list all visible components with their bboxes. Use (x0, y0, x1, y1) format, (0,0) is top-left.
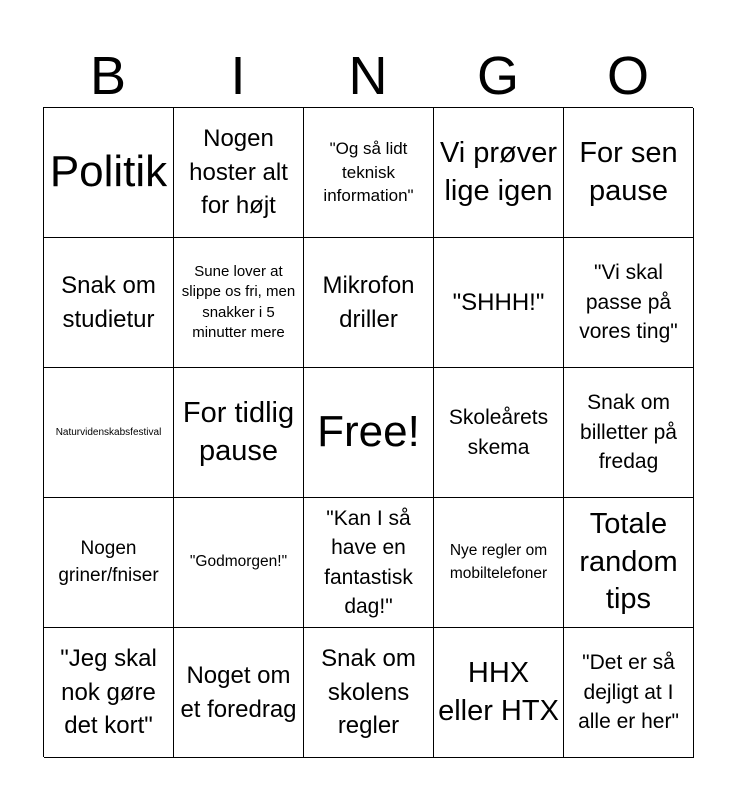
header-letter-i: I (230, 46, 246, 106)
header-letter-n: N (348, 46, 388, 106)
bingo-cell[interactable]: Snak om studietur (44, 238, 174, 368)
bingo-cell[interactable]: "Det er så dejligt at I alle er her" (564, 628, 694, 758)
header-letter-o: O (606, 46, 649, 106)
bingo-cell[interactable]: Nogen hoster alt for højt (174, 108, 304, 238)
free-space[interactable]: Free! (304, 368, 434, 498)
bingo-cell[interactable]: Snak om skolens regler (304, 628, 434, 758)
bingo-cell[interactable]: "Kan I så have en fantastisk dag!" (304, 498, 434, 628)
bingo-cell[interactable]: Mikrofon driller (304, 238, 434, 368)
bingo-cell[interactable]: "Og så lidt teknisk information" (304, 108, 434, 238)
bingo-cell[interactable]: For tidlig pause (174, 368, 304, 498)
bingo-cell[interactable]: Skoleårets skema (434, 368, 564, 498)
bingo-header (43, 44, 693, 108)
header-letter-g: G (476, 46, 519, 106)
header-letter-b: B (89, 46, 127, 106)
bingo-cell[interactable]: "Godmorgen!" (174, 498, 304, 628)
bingo-cell[interactable]: "SHHH!" (434, 238, 564, 368)
bingo-cell[interactable]: Snak om billetter på fredag (564, 368, 694, 498)
bingo-cell[interactable]: Naturvidenskabsfestival (44, 368, 174, 498)
bingo-cell[interactable]: Politik (44, 108, 174, 238)
bingo-cell[interactable]: HHX eller HTX (434, 628, 564, 758)
bingo-cell[interactable]: Nye regler om mobiltelefoner (434, 498, 564, 628)
bingo-cell[interactable]: For sen pause (564, 108, 694, 238)
bingo-board (43, 107, 693, 757)
bingo-cell[interactable]: Noget om et foredrag (174, 628, 304, 758)
bingo-cell[interactable]: Vi prøver lige igen (434, 108, 564, 238)
bingo-cell[interactable]: Nogen griner/fniser (44, 498, 174, 628)
bingo-cell[interactable]: Totale random tips (564, 498, 694, 628)
bingo-cell[interactable]: Sune lover at slippe os fri, men snakker i 5 minutter mere (174, 238, 304, 368)
bingo-cell[interactable]: "Vi skal passe på vores ting" (564, 238, 694, 368)
bingo-cell[interactable]: "Jeg skal nok gøre det kort" (44, 628, 174, 758)
